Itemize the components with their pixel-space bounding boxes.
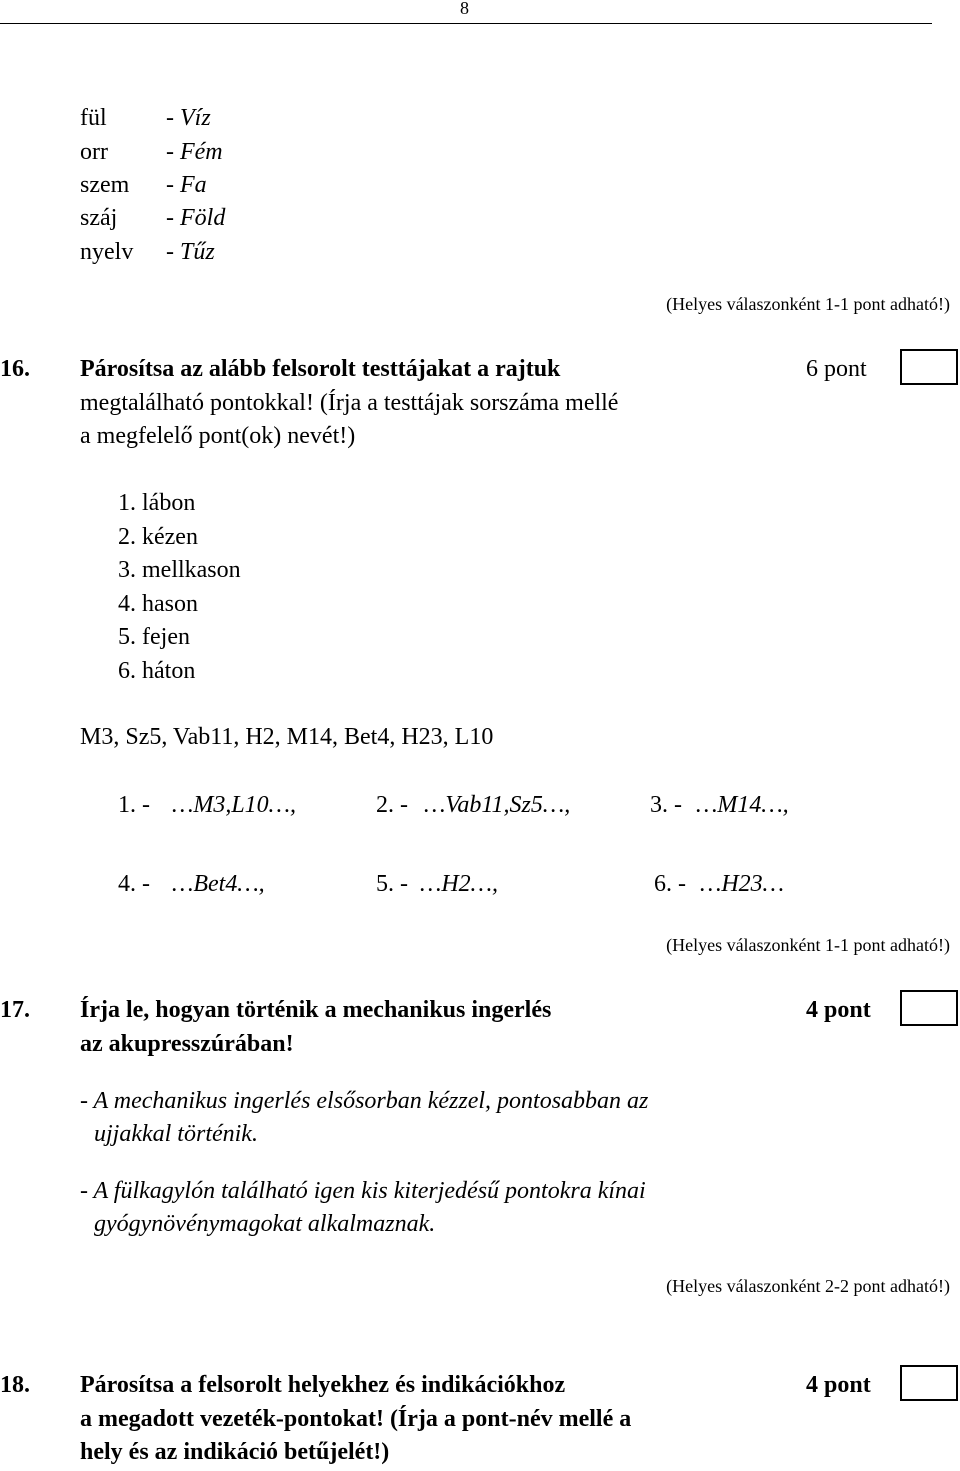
list-item: 5. fejen bbox=[118, 624, 190, 650]
answer-text: - A fülkagylón található igen kis kiterjedésű pontokra kínai bbox=[80, 1178, 646, 1204]
question-text: Írja le, hogyan történik a mechanikus ingerlés bbox=[80, 997, 552, 1023]
question-number: 18. bbox=[0, 1372, 30, 1398]
pair-left: fül bbox=[80, 105, 107, 131]
header-rule bbox=[0, 23, 932, 24]
answer-value: …Bet4…, bbox=[172, 871, 265, 897]
question-number: 17. bbox=[0, 997, 30, 1023]
pair-left: száj bbox=[80, 205, 118, 231]
answer-number: 1. - bbox=[118, 792, 150, 818]
answer-text: gyógynövénymagokat alkalmaznak. bbox=[94, 1211, 436, 1237]
answer-number: 2. - bbox=[376, 792, 408, 818]
list-item: 6. háton bbox=[118, 658, 196, 684]
pair-right: - Víz bbox=[166, 105, 211, 131]
answer-text: ujjakkal történik. bbox=[94, 1121, 258, 1147]
score-box[interactable] bbox=[900, 1365, 958, 1401]
question-points: 4 pont bbox=[806, 997, 871, 1023]
question-text: Párosítsa a felsorolt helyekhez és indikációkhoz bbox=[80, 1372, 566, 1398]
list-item: 1. lábon bbox=[118, 490, 196, 516]
scoring-note: (Helyes válaszonként 1-1 pont adható!) bbox=[666, 935, 950, 955]
pair-left: orr bbox=[80, 139, 108, 165]
score-box[interactable] bbox=[900, 349, 958, 385]
pair-right: - Föld bbox=[166, 205, 226, 231]
pair-right: - Fém bbox=[166, 139, 223, 165]
score-box[interactable] bbox=[900, 990, 958, 1026]
scoring-note: (Helyes válaszonként 1-1 pont adható!) bbox=[666, 294, 950, 314]
answer-number: 5. - bbox=[376, 871, 408, 897]
list-item: 4. hason bbox=[118, 591, 198, 617]
answer-value: …Vab11,Sz5…, bbox=[424, 792, 571, 818]
answer-number: 6. - bbox=[654, 871, 686, 897]
question-number: 16. bbox=[0, 356, 30, 382]
answer-text: - A mechanikus ingerlés elsősorban kézzel, pontosabban az bbox=[80, 1088, 649, 1114]
given-points: M3, Sz5, Vab11, H2, M14, Bet4, H23, L10 bbox=[80, 724, 494, 750]
answer-value: …H2…, bbox=[420, 871, 499, 897]
question-text: az akupresszúrában! bbox=[80, 1031, 294, 1057]
pair-left: szem bbox=[80, 172, 130, 198]
answer-value: …H23… bbox=[700, 871, 785, 897]
list-item: 2. kézen bbox=[118, 524, 198, 550]
pair-right: - Tűz bbox=[166, 239, 215, 265]
answer-value: …M3,L10…, bbox=[172, 792, 297, 818]
question-text: a megadott vezeték-pontokat! (Írja a pont-név mellé a bbox=[80, 1406, 632, 1432]
page-number: 8 bbox=[460, 0, 469, 18]
list-item: 3. mellkason bbox=[118, 557, 241, 583]
question-points: 4 pont bbox=[806, 1372, 871, 1398]
question-text: Párosítsa az alább felsorolt testtájakat a rajtuk bbox=[80, 356, 561, 382]
question-text: hely és az indikáció betűjelét!) bbox=[80, 1439, 390, 1465]
question-text: a megfelelő pont(ok) nevét!) bbox=[80, 423, 356, 449]
answer-value: …M14…, bbox=[696, 792, 789, 818]
question-text: megtalálható pontokkal! (Írja a testtájak sorszáma mellé bbox=[80, 390, 619, 416]
question-points: 6 pont bbox=[806, 356, 867, 382]
answer-number: 3. - bbox=[650, 792, 682, 818]
scoring-note: (Helyes válaszonként 2-2 pont adható!) bbox=[666, 1276, 950, 1296]
pair-right: - Fa bbox=[166, 172, 207, 198]
pair-left: nyelv bbox=[80, 239, 134, 265]
answer-number: 4. - bbox=[118, 871, 150, 897]
